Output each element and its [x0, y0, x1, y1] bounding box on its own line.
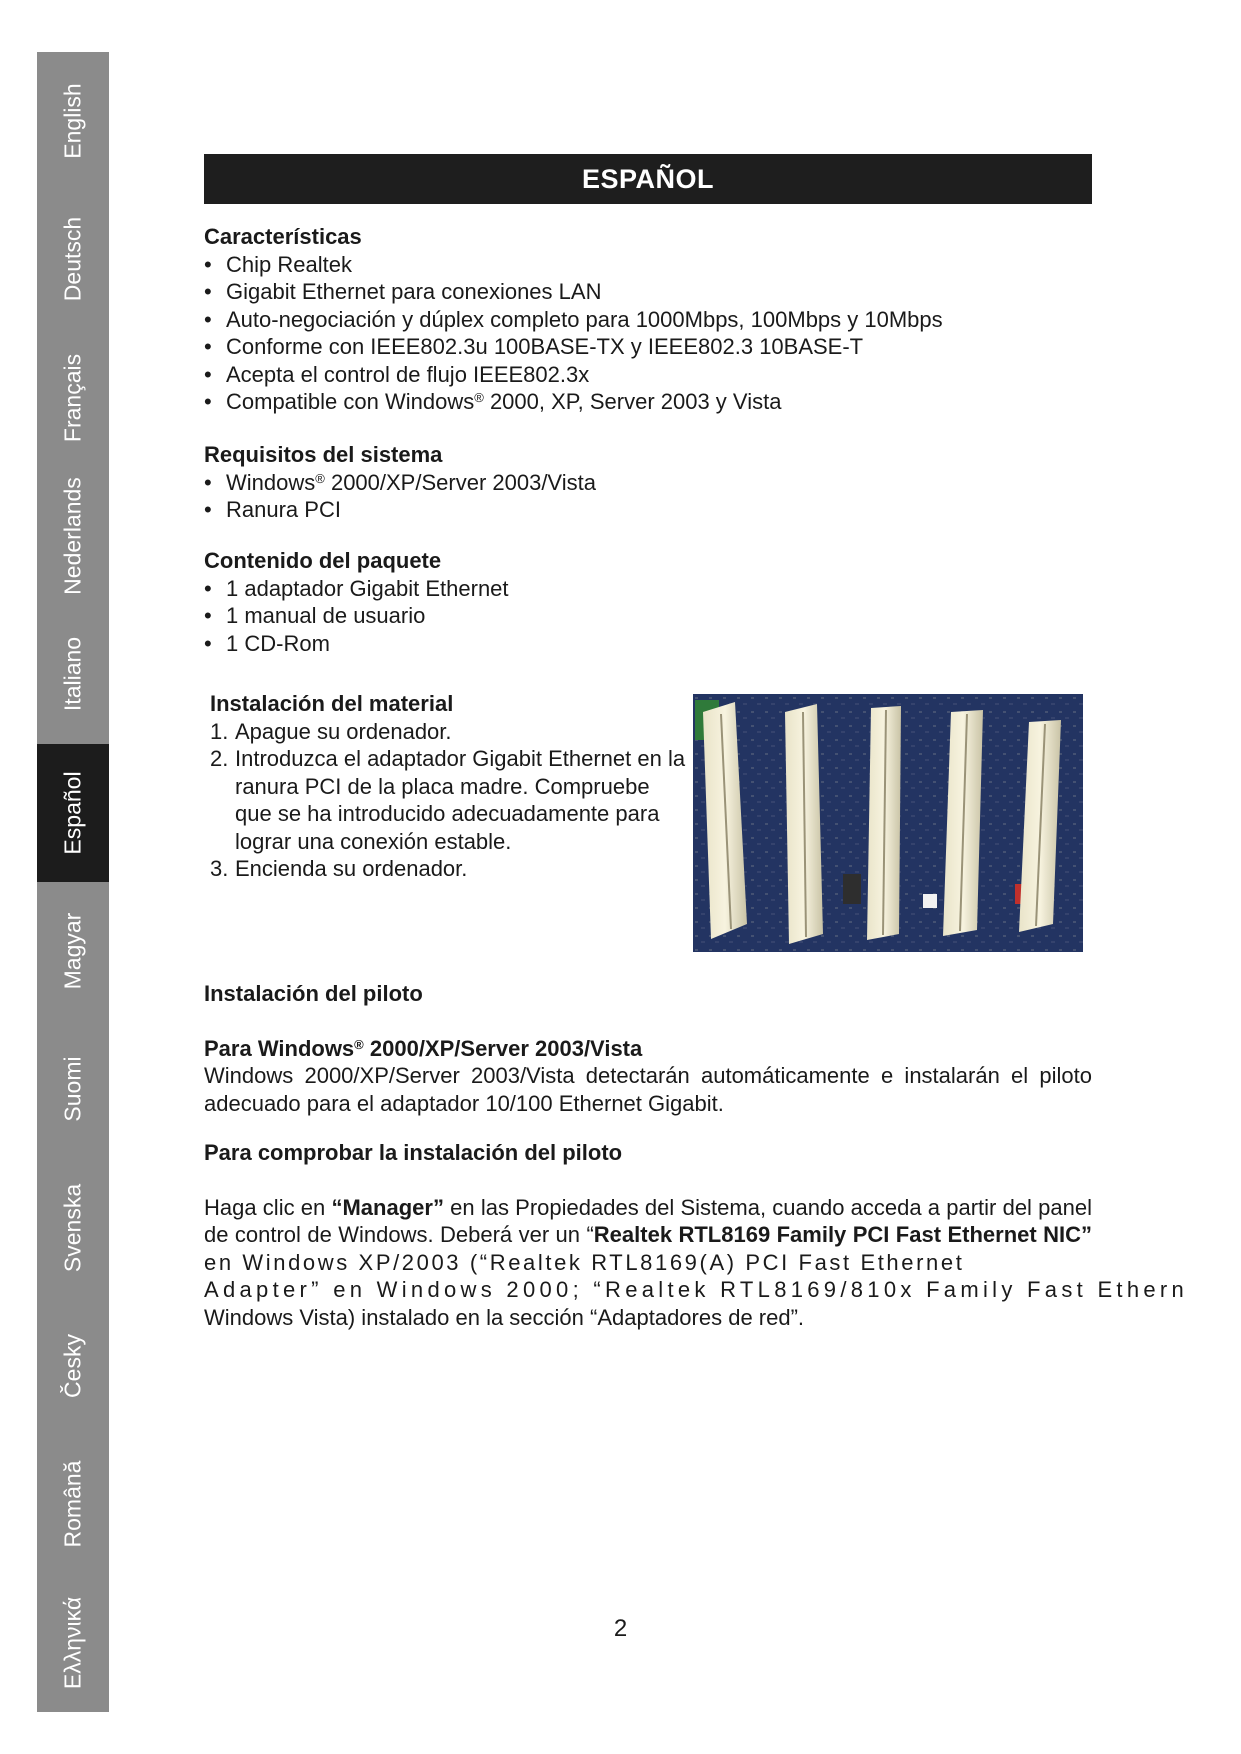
hardware-section: [210, 690, 688, 883]
lang-tab-label: Deutsch: [59, 217, 86, 302]
requirements-section: [204, 441, 596, 524]
features-list-last: [204, 388, 943, 416]
requirements-list: [204, 469, 596, 524]
lang-tab-label: Français: [59, 353, 86, 442]
check-lines-1-2: [204, 1194, 1092, 1249]
pci-slots-photo: [693, 694, 1083, 952]
lang-tab-2[interactable]: [37, 329, 109, 467]
lang-tab-label: Ελληνικά: [59, 1596, 86, 1689]
lang-tab-label: Română: [59, 1460, 86, 1548]
list-item-text: Compatible con Windows: [226, 389, 475, 414]
lang-tab-label: Nederlands: [59, 477, 86, 595]
list-item: • Acepta el control de flujo IEEE802.3x: [204, 361, 943, 389]
list-item: • 1 adaptador Gigabit Ethernet: [204, 575, 509, 603]
features-heading: Características: [204, 224, 362, 249]
install-step: [210, 745, 688, 855]
features-section: [204, 223, 943, 416]
check-line-3: en Windows XP/2003 (“Realtek RTL8169(A) PCI Fast Ethernet: [204, 1249, 965, 1275]
list-item: [204, 469, 596, 497]
check-line-4: Adapter” en Windows 2000; “Realtek RTL8169/810x Family Fast Ethern: [204, 1277, 1189, 1302]
page-number: 2: [613, 1615, 628, 1642]
lang-tab-label: English: [59, 83, 86, 159]
step-number: 1.: [210, 718, 229, 744]
lang-tab-label: Español: [59, 771, 86, 855]
windows-text: Windows 2000/XP/Server 2003/Vista detectarán automáticamente e instalarán el piloto adecuado para el adaptador 10/100 Ethernet Gigabit.: [204, 1063, 1092, 1116]
check-bold: “Manager”: [331, 1194, 444, 1220]
hardware-heading: Instalación del material: [210, 691, 454, 716]
check-paragraph: [204, 1194, 1189, 1332]
check-heading: Para comprobar la instalación del piloto: [204, 1140, 623, 1165]
lang-tab-8[interactable]: [37, 1159, 109, 1297]
step-number: 3.: [210, 856, 229, 881]
lang-tab-3[interactable]: [37, 467, 109, 605]
windows-heading: [204, 1035, 1092, 1063]
lang-tab-10[interactable]: [37, 1435, 109, 1573]
list-item: • Chip Realtek: [204, 251, 943, 279]
windows-heading-text: 2000/XP/Server 2003/Vista: [363, 1035, 643, 1061]
lang-tab-label: Suomi: [59, 1056, 86, 1123]
lang-tab-9[interactable]: [37, 1297, 109, 1435]
features-list: [204, 251, 943, 389]
registered-mark: ®: [474, 390, 484, 405]
list-item: [204, 388, 943, 416]
lang-tab-5[interactable]: [37, 744, 109, 882]
step-text: Apague su ordenador.: [235, 718, 452, 744]
driver-heading: Instalación del piloto: [204, 981, 423, 1006]
list-item: • Conforme con IEEE802.3u 100BASE-TX y IEEE802.3 10BASE-T: [204, 333, 943, 361]
lang-tab-4[interactable]: [37, 605, 109, 743]
list-item: • Ranura PCI: [204, 496, 596, 524]
step-text: Introduzca el adaptador Gigabit Ethernet en la ranura PCI de la placa madre. Compruebe que se ha introducido adecuadamente para lograr una conexión estable.: [235, 746, 686, 854]
install-step: [210, 855, 688, 883]
lang-tab-label: Magyar: [59, 912, 86, 990]
package-list: [204, 575, 509, 658]
language-tabs: [37, 52, 109, 1712]
list-item: • 1 CD-Rom: [204, 630, 509, 658]
windows-heading-text: Para Windows: [204, 1035, 355, 1061]
check-text: Haga clic en: [204, 1194, 332, 1220]
registered-mark: ®: [315, 470, 325, 486]
lang-tab-label: Svenska: [59, 1183, 86, 1272]
lang-tab-6[interactable]: [37, 882, 109, 1020]
package-heading: Contenido del paquete: [204, 548, 442, 573]
check-text: en las Propiedades del Sistema, cuando acceda a partir del panel de control de Windows. Deberá ver un “: [204, 1194, 1092, 1247]
list-item: • 1 manual de usuario: [204, 602, 509, 630]
section-title: ESPAÑOL: [581, 163, 714, 194]
lang-tab-0[interactable]: [37, 52, 109, 190]
list-item: • Auto-negociación y dúplex completo para 1000Mbps, 100Mbps y 10Mbps: [204, 306, 943, 334]
list-item: • Gigabit Ethernet para conexiones LAN: [204, 278, 943, 306]
list-item-text: 2000, XP, Server 2003 y Vista: [483, 389, 782, 414]
lang-tab-label: Italiano: [59, 637, 86, 712]
list-item-text: Windows: [226, 469, 316, 495]
registered-mark: ®: [354, 1036, 364, 1052]
install-steps: [210, 718, 688, 883]
lang-tab-1[interactable]: [37, 190, 109, 328]
driver-section: [204, 980, 1189, 1331]
check-bold: Realtek RTL8169 Family PCI Fast Ethernet NIC”: [593, 1222, 1092, 1247]
step-text: Encienda su ordenador.: [235, 856, 468, 881]
package-section: [204, 547, 509, 657]
step-number: 2.: [210, 746, 229, 771]
lang-tab-label: Česky: [59, 1334, 86, 1399]
requirements-heading: Requisitos del sistema: [204, 442, 443, 467]
list-item-text: 2000/XP/Server 2003/Vista: [324, 469, 596, 495]
check-line-5: Windows Vista) instalado en la sección “Adaptadores de red”.: [204, 1304, 805, 1330]
section-header: [204, 154, 1092, 204]
lang-tab-7[interactable]: [37, 1020, 109, 1158]
install-step: [210, 718, 688, 746]
